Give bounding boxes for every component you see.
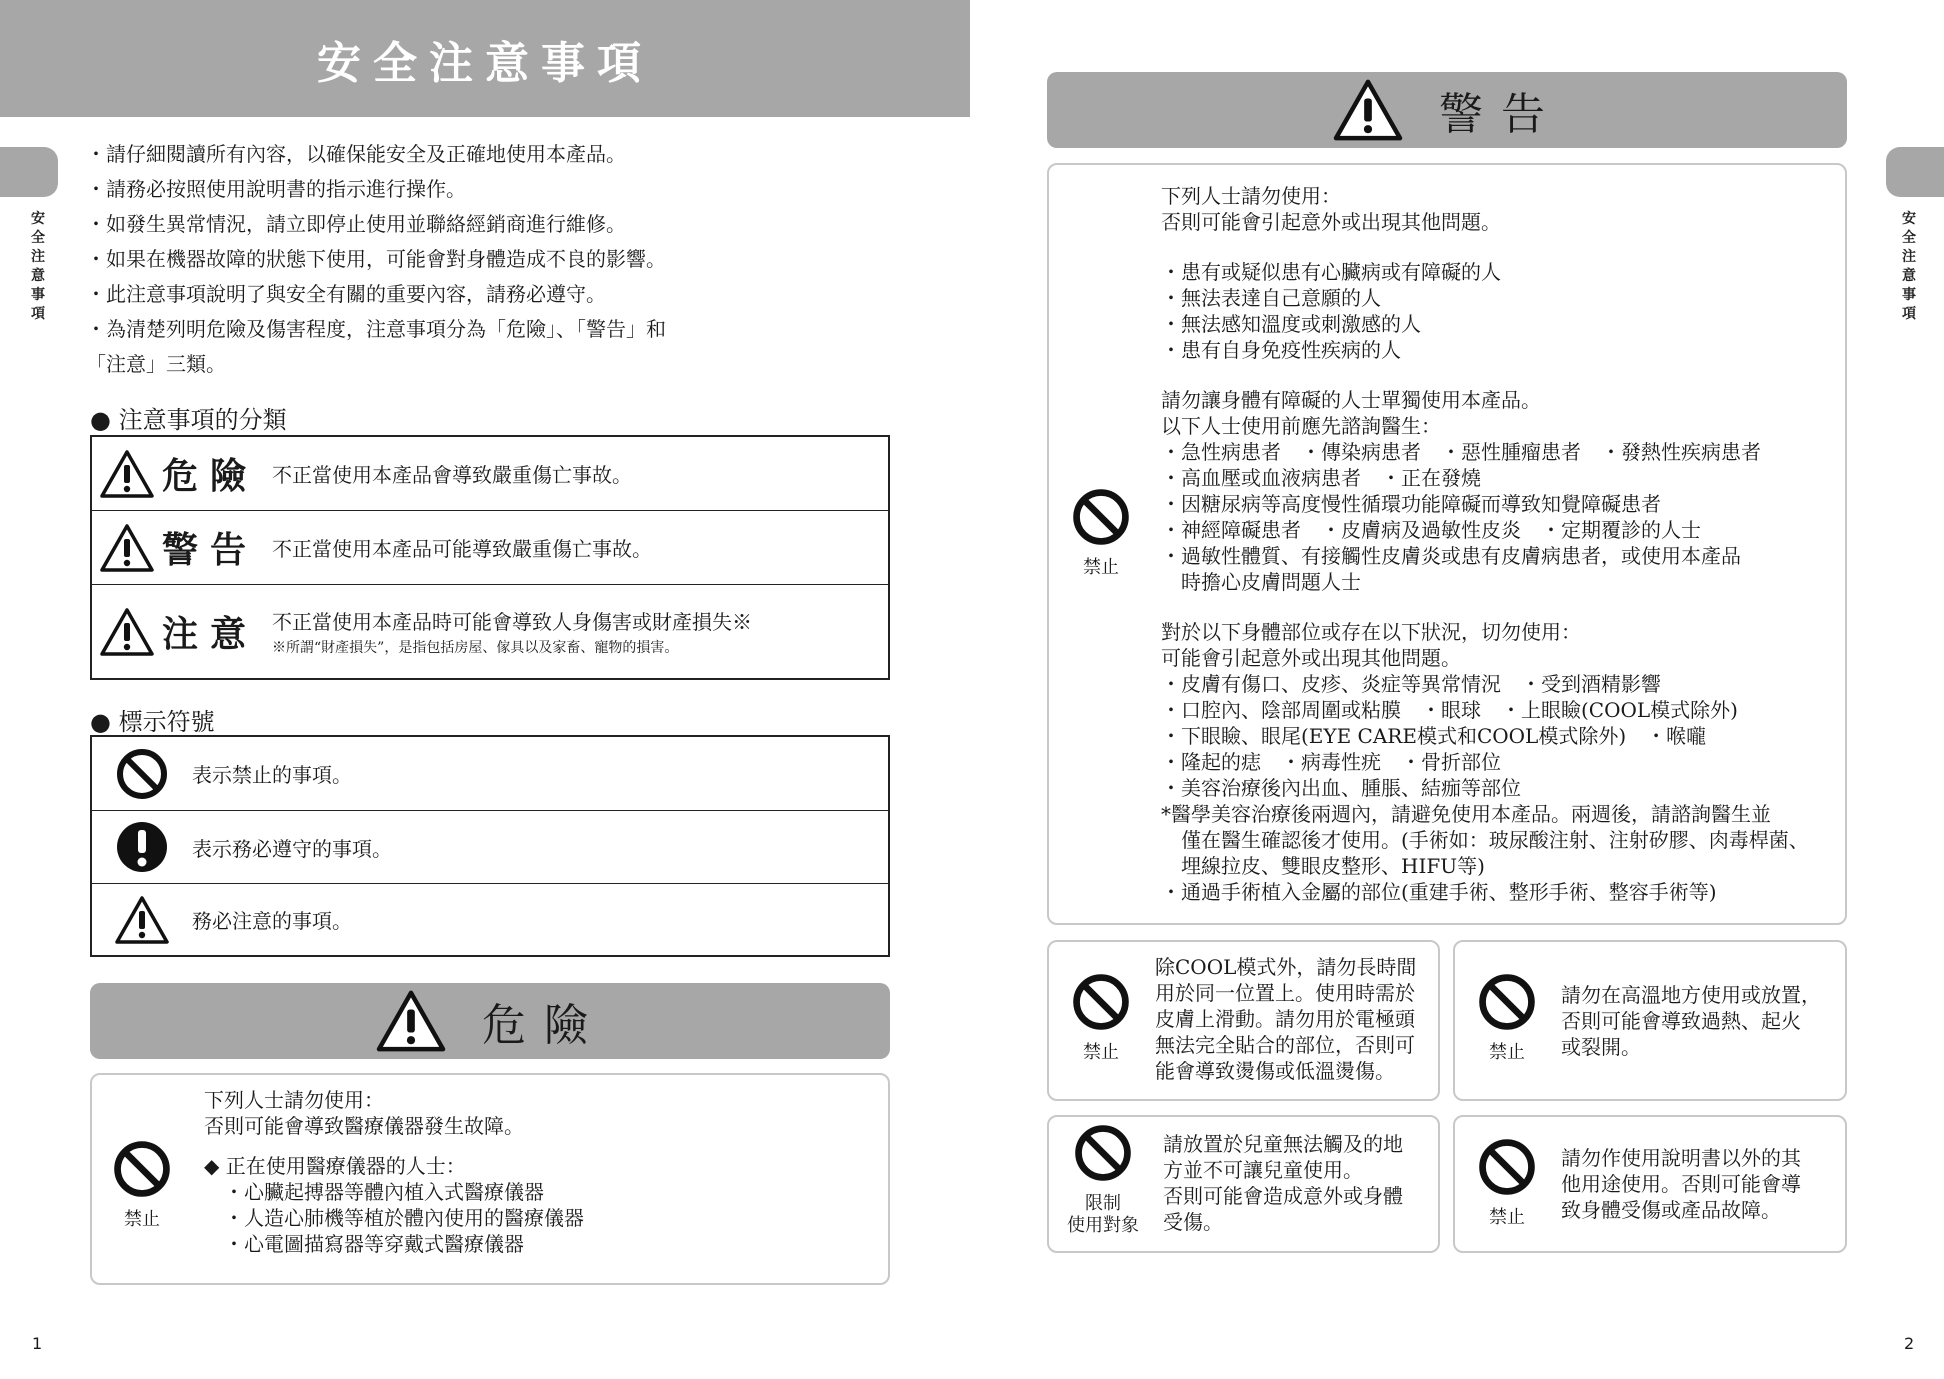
warning-triangle-icon: [92, 895, 192, 945]
text-line: ・患有自身免疫性疾病的人: [1161, 338, 1401, 362]
warning-triangle-icon: [374, 989, 448, 1053]
prohibition-icon: [112, 1139, 172, 1203]
text-line: ・皮膚有傷口、皮疹、炎症等異常情況 ・受到酒精影響: [1161, 672, 1661, 696]
warning-text: [1161, 183, 1809, 905]
text-line: ・下眼瞼、眼尾(EYE CARE模式和COOL模式除外) ・喉嚨: [1161, 724, 1707, 748]
level-desc: 不正當使用本產品會導致嚴重傷亡事故。: [272, 463, 632, 487]
intro-item: ・請務必按照使用說明書的指示進行操作。: [86, 177, 466, 201]
symbol-row: [92, 810, 888, 883]
text-line: 以下人士使用前應先諮詢醫生：: [1161, 414, 1441, 438]
classification-row-warning: [92, 510, 888, 584]
text-line: 下列人士請勿使用：: [1161, 184, 1341, 208]
warning-triangle-icon: [92, 607, 162, 657]
prohibition-label: 禁止: [1083, 557, 1119, 578]
warning-box: [1047, 163, 1847, 925]
danger-banner: [90, 983, 890, 1059]
text-line: 對於以下身體部位或存在以下狀況，切勿使用：: [1161, 620, 1581, 644]
card-label: 禁止: [1489, 1042, 1525, 1063]
card-label: 禁止: [1083, 1042, 1119, 1063]
text-line: 皮膚上滑動。請勿用於電極頭: [1155, 1007, 1415, 1031]
text-line: 或裂開。: [1561, 1035, 1641, 1059]
text-line: ・通過手術植入金屬的部位(重建手術、整形手術、整容手術等): [1161, 880, 1717, 904]
card-label: 禁止: [1489, 1207, 1525, 1228]
text-line: ・無法表達自己意願的人: [1161, 286, 1381, 310]
intro-item: ・如發生異常情況，請立即停止使用並聯絡經銷商進行維修。: [86, 212, 626, 236]
card: [1453, 940, 1847, 1101]
text-line: ・心臟起搏器等體內植入式醫療儀器: [204, 1180, 544, 1204]
classification-table: [90, 435, 890, 680]
intro-item: ・此注意事項說明了與安全有關的重要內容，請務必遵守。: [86, 282, 606, 306]
text-line: 請放置於兒童無法觸及的地: [1163, 1132, 1403, 1156]
danger-title: 危險: [482, 1000, 606, 1051]
text-line: 他用途使用。否則可能會導: [1561, 1172, 1801, 1196]
card: [1047, 1115, 1440, 1253]
text-line: 下列人士請勿使用：: [204, 1088, 384, 1112]
symbol-desc: 務必注意的事項。: [192, 909, 352, 933]
text-line: [1161, 363, 1809, 387]
level-desc: 不正當使用本產品時可能會導致人身傷害或財產損失※: [272, 610, 752, 634]
classification-heading: ● 注意事項的分類: [90, 406, 287, 434]
level-desc: 不正當使用本產品可能導致嚴重傷亡事故。: [272, 537, 652, 561]
prohibition-icon: [1071, 972, 1131, 1036]
mandatory-icon: [92, 820, 192, 874]
text-line: 僅在醫生確認後才使用。(手術如：玻尿酸注射、注射矽膠、肉毒桿菌、: [1161, 828, 1809, 852]
text-line: 可能會引起意外或出現其他問題。: [1161, 646, 1461, 670]
warning-triangle-icon: [1331, 78, 1405, 142]
intro-item: 「注意」三類。: [86, 352, 226, 376]
prohibition-label: 禁止: [124, 1209, 160, 1230]
text-line: ・高血壓或血液病患者 ・正在發燒: [1161, 466, 1481, 490]
text-line: 否則可能會導致醫療儀器發生故障。: [204, 1114, 524, 1138]
level-label: 危險: [162, 455, 259, 497]
text-line: 否則可能會引起意外或出現其他問題。: [1161, 210, 1501, 234]
prohibition-icon: [1073, 1123, 1133, 1187]
prohibition-icon: [1071, 487, 1131, 551]
level-label: 注意: [162, 613, 259, 655]
text-line: 否則可能會導致過熱、起火: [1561, 1009, 1801, 1033]
text-line: ・隆起的痣 ・病毒性疣 ・骨折部位: [1161, 750, 1501, 774]
text-line: 方並不可讓兒童使用。: [1163, 1158, 1363, 1182]
page-number: 1: [32, 1334, 43, 1353]
side-tab-label-right: 安全注意事項: [1902, 211, 1916, 322]
prohibition-icon: [92, 747, 192, 801]
warning-title: 警告: [1439, 89, 1563, 140]
card: [1047, 940, 1440, 1101]
level-label: 警告: [162, 529, 259, 571]
text-line: *醫學美容治療後兩週內，請避免使用本產品。兩週後，請諮詢醫生並: [1161, 802, 1771, 826]
text-line: [1161, 595, 1809, 619]
text-line: ・過敏性體質、有接觸性皮膚炎或患有皮膚病患者，或使用本產品: [1161, 544, 1741, 568]
symbols-heading: ● 標示符號: [90, 708, 215, 736]
text-line: ◆ 正在使用醫療儀器的人士：: [204, 1154, 466, 1178]
text-line: 請勿作使用說明書以外的其: [1561, 1146, 1801, 1170]
page-number: 2: [1904, 1334, 1915, 1353]
text-line: ・美容治療後內出血、腫脹、結痂等部位: [1161, 776, 1521, 800]
intro-list: [86, 137, 946, 382]
text-line: ・人造心肺機等植於體內使用的醫療儀器: [204, 1206, 584, 1230]
text-line: 埋線拉皮、雙眼皮整形、HIFU等): [1161, 854, 1485, 878]
text-line: 用於同一位置上。使用時需於: [1155, 981, 1415, 1005]
page-title: 安全注意事項: [0, 0, 970, 117]
text-line: 請勿讓身體有障礙的人士單獨使用本產品。: [1161, 388, 1541, 412]
warning-triangle-icon: [92, 523, 162, 573]
text-line: [1161, 235, 1809, 259]
symbol-row: [92, 737, 888, 810]
text-line: ・患有或疑似患有心臟病或有障礙的人: [1161, 260, 1501, 284]
intro-item: ・請仔細閱讀所有內容，以確保能安全及正確地使用本產品。: [86, 142, 626, 166]
prohibition-icon: [1477, 972, 1537, 1036]
text-line: [204, 1139, 584, 1153]
warning-triangle-icon: [92, 449, 162, 499]
symbol-desc: 表示務必遵守的事項。: [192, 836, 392, 861]
danger-box: [90, 1073, 890, 1285]
symbol-desc: 表示禁止的事項。: [192, 763, 352, 787]
card: [1453, 1115, 1847, 1253]
side-tab-left: [0, 147, 58, 197]
side-tab-right: [1886, 147, 1944, 197]
side-tab-label-left: 安全注意事項: [31, 211, 45, 322]
text-line: ・因糖尿病等高度慢性循環功能障礙而導致知覺障礙患者: [1161, 492, 1661, 516]
text-line: ・神經障礙患者 ・皮膚病及過敏性皮炎 ・定期覆診的人士: [1161, 518, 1701, 542]
level-note: ※所謂“財產損失”，是指包括房屋、傢具以及家畜、寵物的損害。: [272, 640, 679, 656]
symbols-table: [90, 735, 890, 957]
classification-row-danger: [92, 437, 888, 510]
intro-item: ・如果在機器故障的狀態下使用，可能會對身體造成不良的影響。: [86, 247, 666, 271]
intro-item: ・為清楚列明危險及傷害程度，注意事項分為「危險」、「警告」和: [86, 317, 666, 341]
prohibition-icon: [1477, 1137, 1537, 1201]
text-line: 除COOL模式外，請勿長時間: [1155, 955, 1417, 979]
text-line: 時擔心皮膚問題人士: [1161, 570, 1361, 594]
classification-row-caution: [92, 584, 888, 678]
text-line: ・口腔內、陰部周圍或粘膜 ・眼球 ・上眼瞼(COOL模式除外): [1161, 698, 1738, 722]
text-line: 致身體受傷或產品故障。: [1561, 1198, 1781, 1222]
text-line: 能會導致燙傷或低溫燙傷。: [1155, 1059, 1395, 1083]
text-line: 請勿在高溫地方使用或放置，: [1561, 983, 1821, 1007]
danger-text: [204, 1087, 584, 1257]
text-line: ・無法感知溫度或刺激感的人: [1161, 312, 1421, 336]
text-line: 無法完全貼合的部位，否則可: [1155, 1033, 1415, 1057]
text-line: ・急性病患者 ・傳染病患者 ・惡性腫瘤患者 ・發熱性疾病患者: [1161, 440, 1761, 464]
text-line: 否則可能會造成意外或身體: [1163, 1184, 1403, 1208]
text-line: ・心電圖描寫器等穿戴式醫療儀器: [204, 1232, 524, 1256]
card-label: 限制 使用對象: [1067, 1193, 1139, 1236]
warning-banner: [1047, 72, 1847, 148]
symbol-row: [92, 883, 888, 955]
text-line: 受傷。: [1163, 1210, 1223, 1234]
